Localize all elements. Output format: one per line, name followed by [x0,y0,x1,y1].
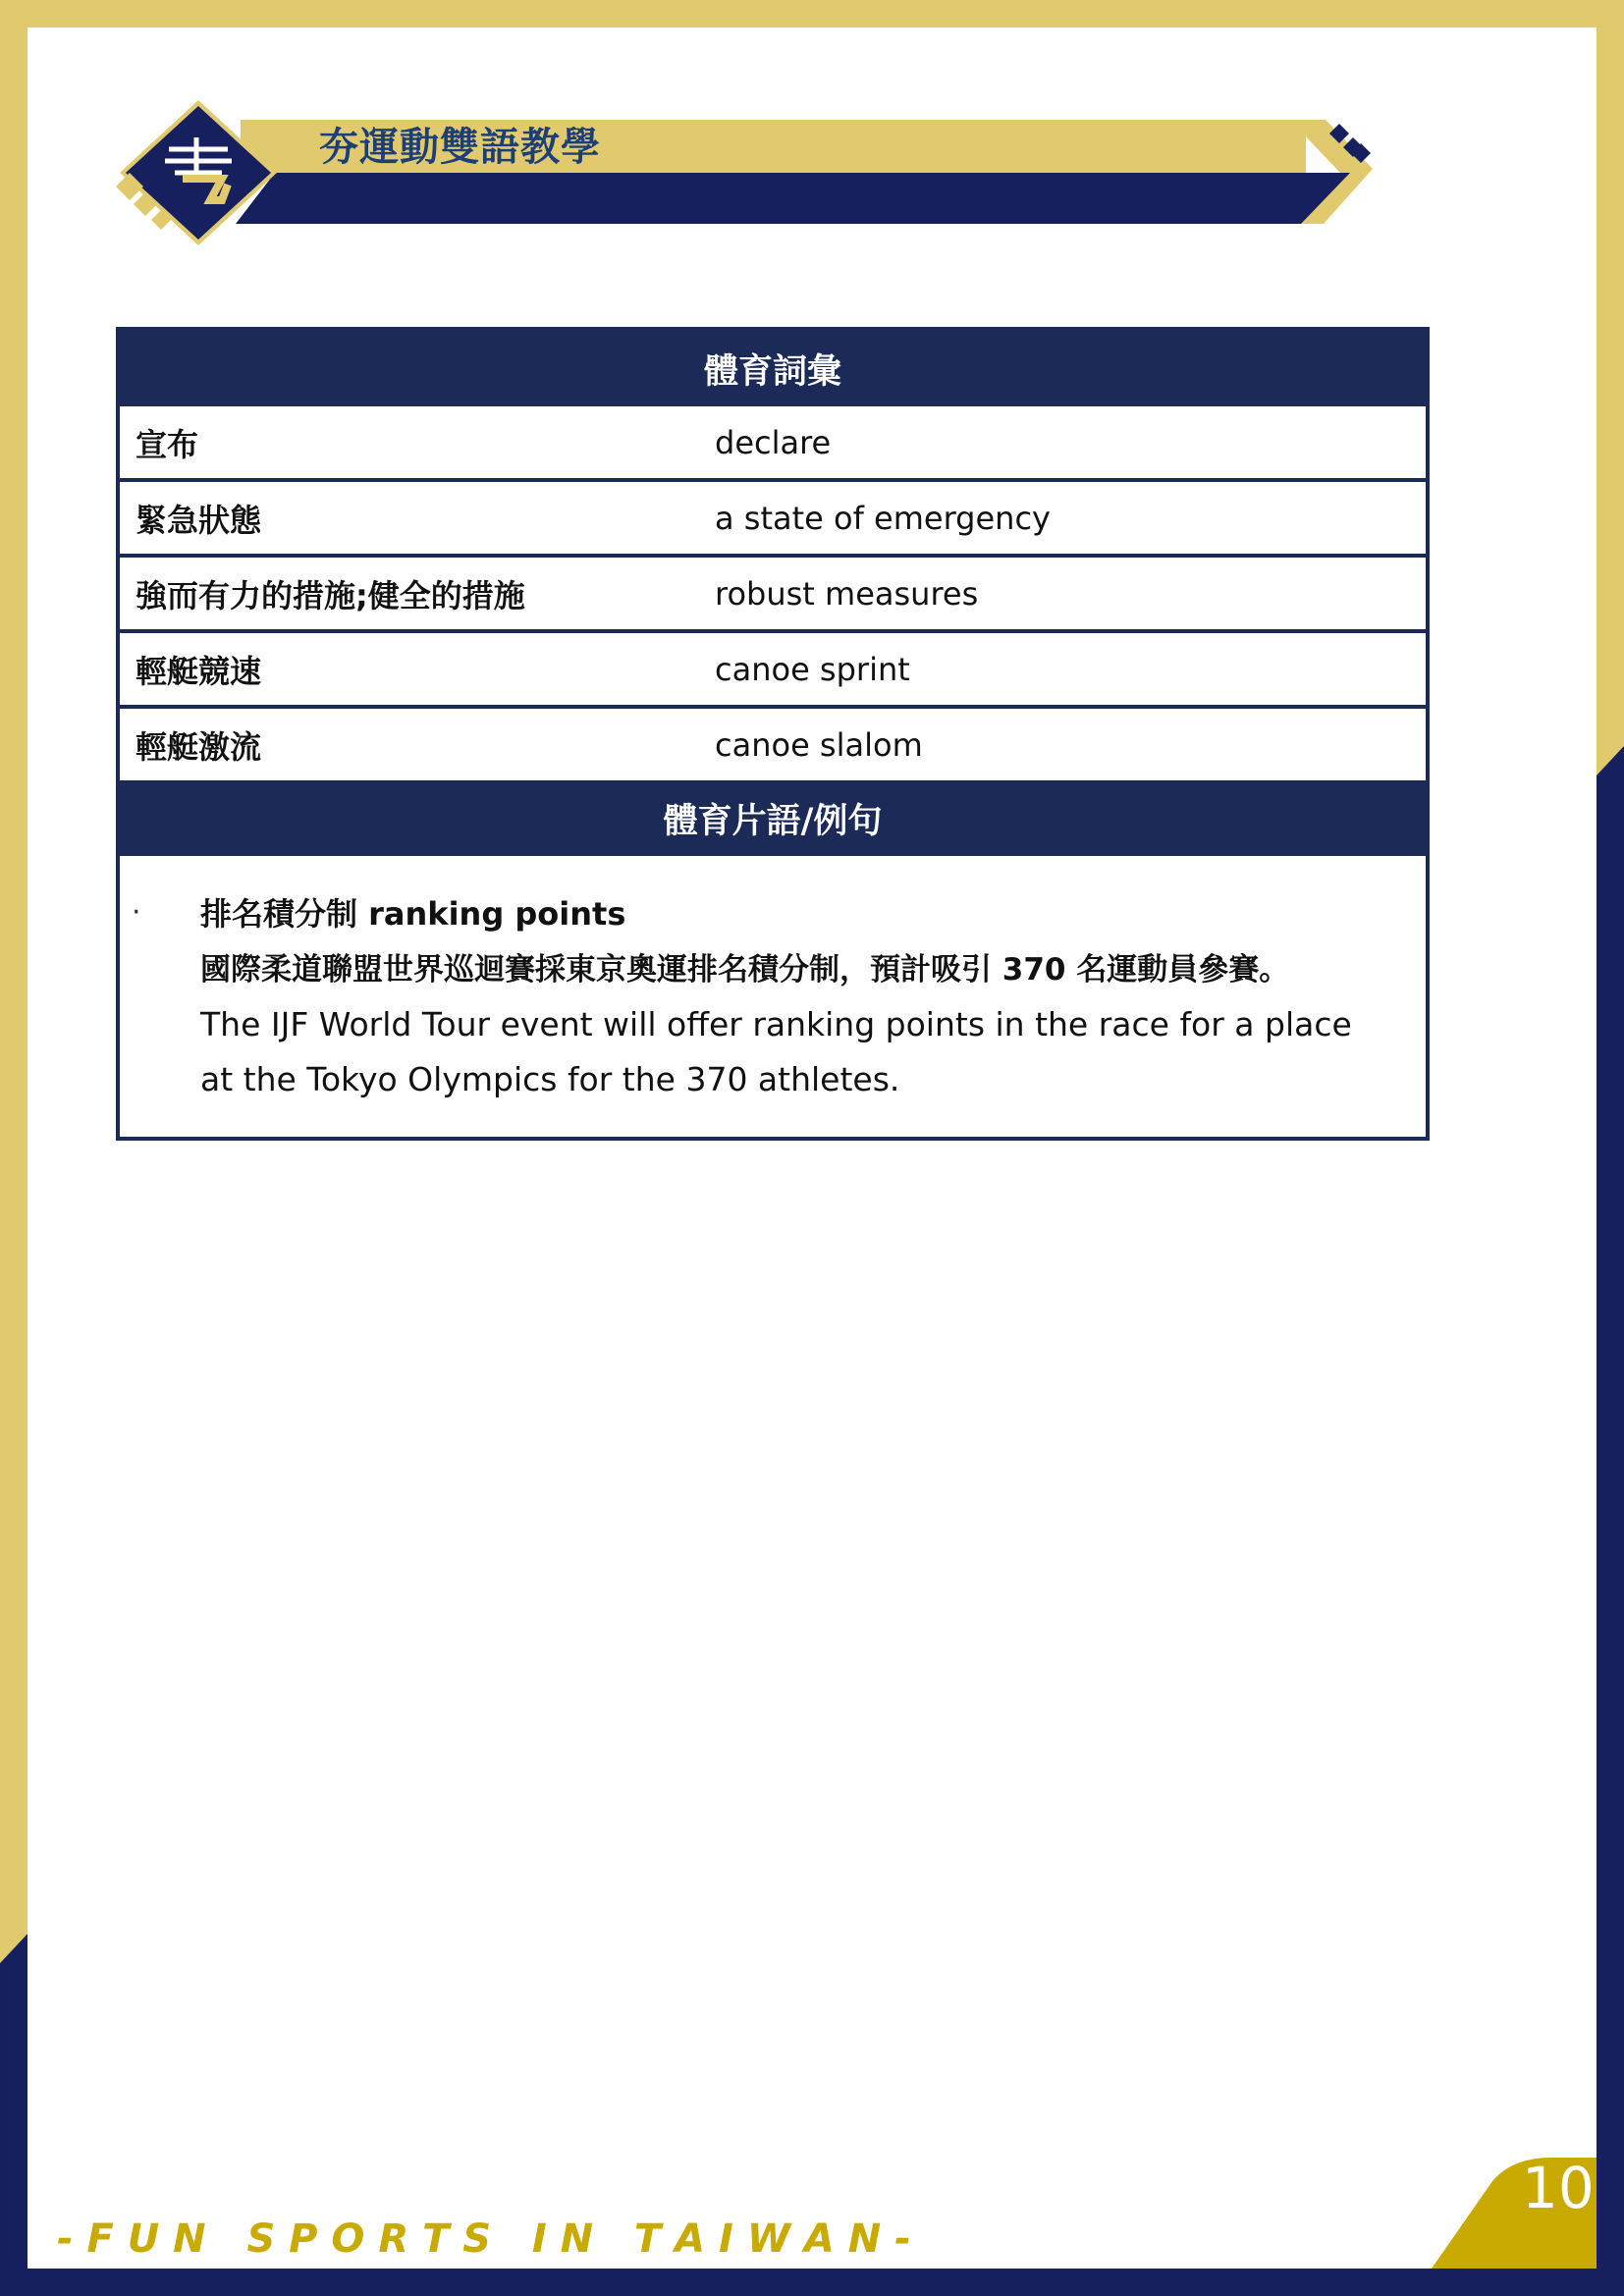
vocab-zh: 輕艇激流 [135,727,262,766]
vocab-row [120,482,1426,558]
footer-tagline: - F U N S P O R T S I N T A I W A N - [57,2216,911,2262]
vocab-row [120,633,1426,709]
vocab-zh: 緊急狀態 [135,501,262,539]
vocab-en: declare [715,423,832,461]
header-banner [0,0,1624,255]
phrase-item [120,856,1426,1137]
banner-navy-bar [236,173,1350,224]
vocab-en: canoe sprint [715,650,910,688]
vocab-row [120,558,1426,633]
phrases-heading: 體育片語/例句 [120,780,1426,856]
vocab-en: canoe slalom [715,725,923,764]
vocab-row [120,406,1426,482]
header-title: 夯運動雙語教學 [319,125,601,170]
page-number: 10 [1522,2155,1595,2221]
vocab-row [120,709,1426,780]
vocabulary-heading: 體育詞彙 [120,331,1426,406]
phrase-example-en: The IJF World Tour event will offer ranking points in the race for a place at the Tokyo Olympics for the 370 athletes. [200,1005,1352,1098]
phrase-title: 排名積分制 ranking points [200,895,626,933]
vocab-en: a state of emergency [715,499,1051,537]
vocab-zh: 強而有力的措施;健全的措施 [135,576,525,614]
vocabulary-table [116,327,1430,1141]
phrase-example-zh: 國際柔道聯盟世界巡迴賽採東京奧運排名積分制，預計吸引 370 名運動員參賽。 [200,952,1290,988]
vocab-zh: 輕艇競速 [135,652,262,690]
vocab-zh: 宣布 [135,425,199,463]
bullet-mark: · [132,895,141,930]
vocab-en: robust measures [715,574,979,613]
